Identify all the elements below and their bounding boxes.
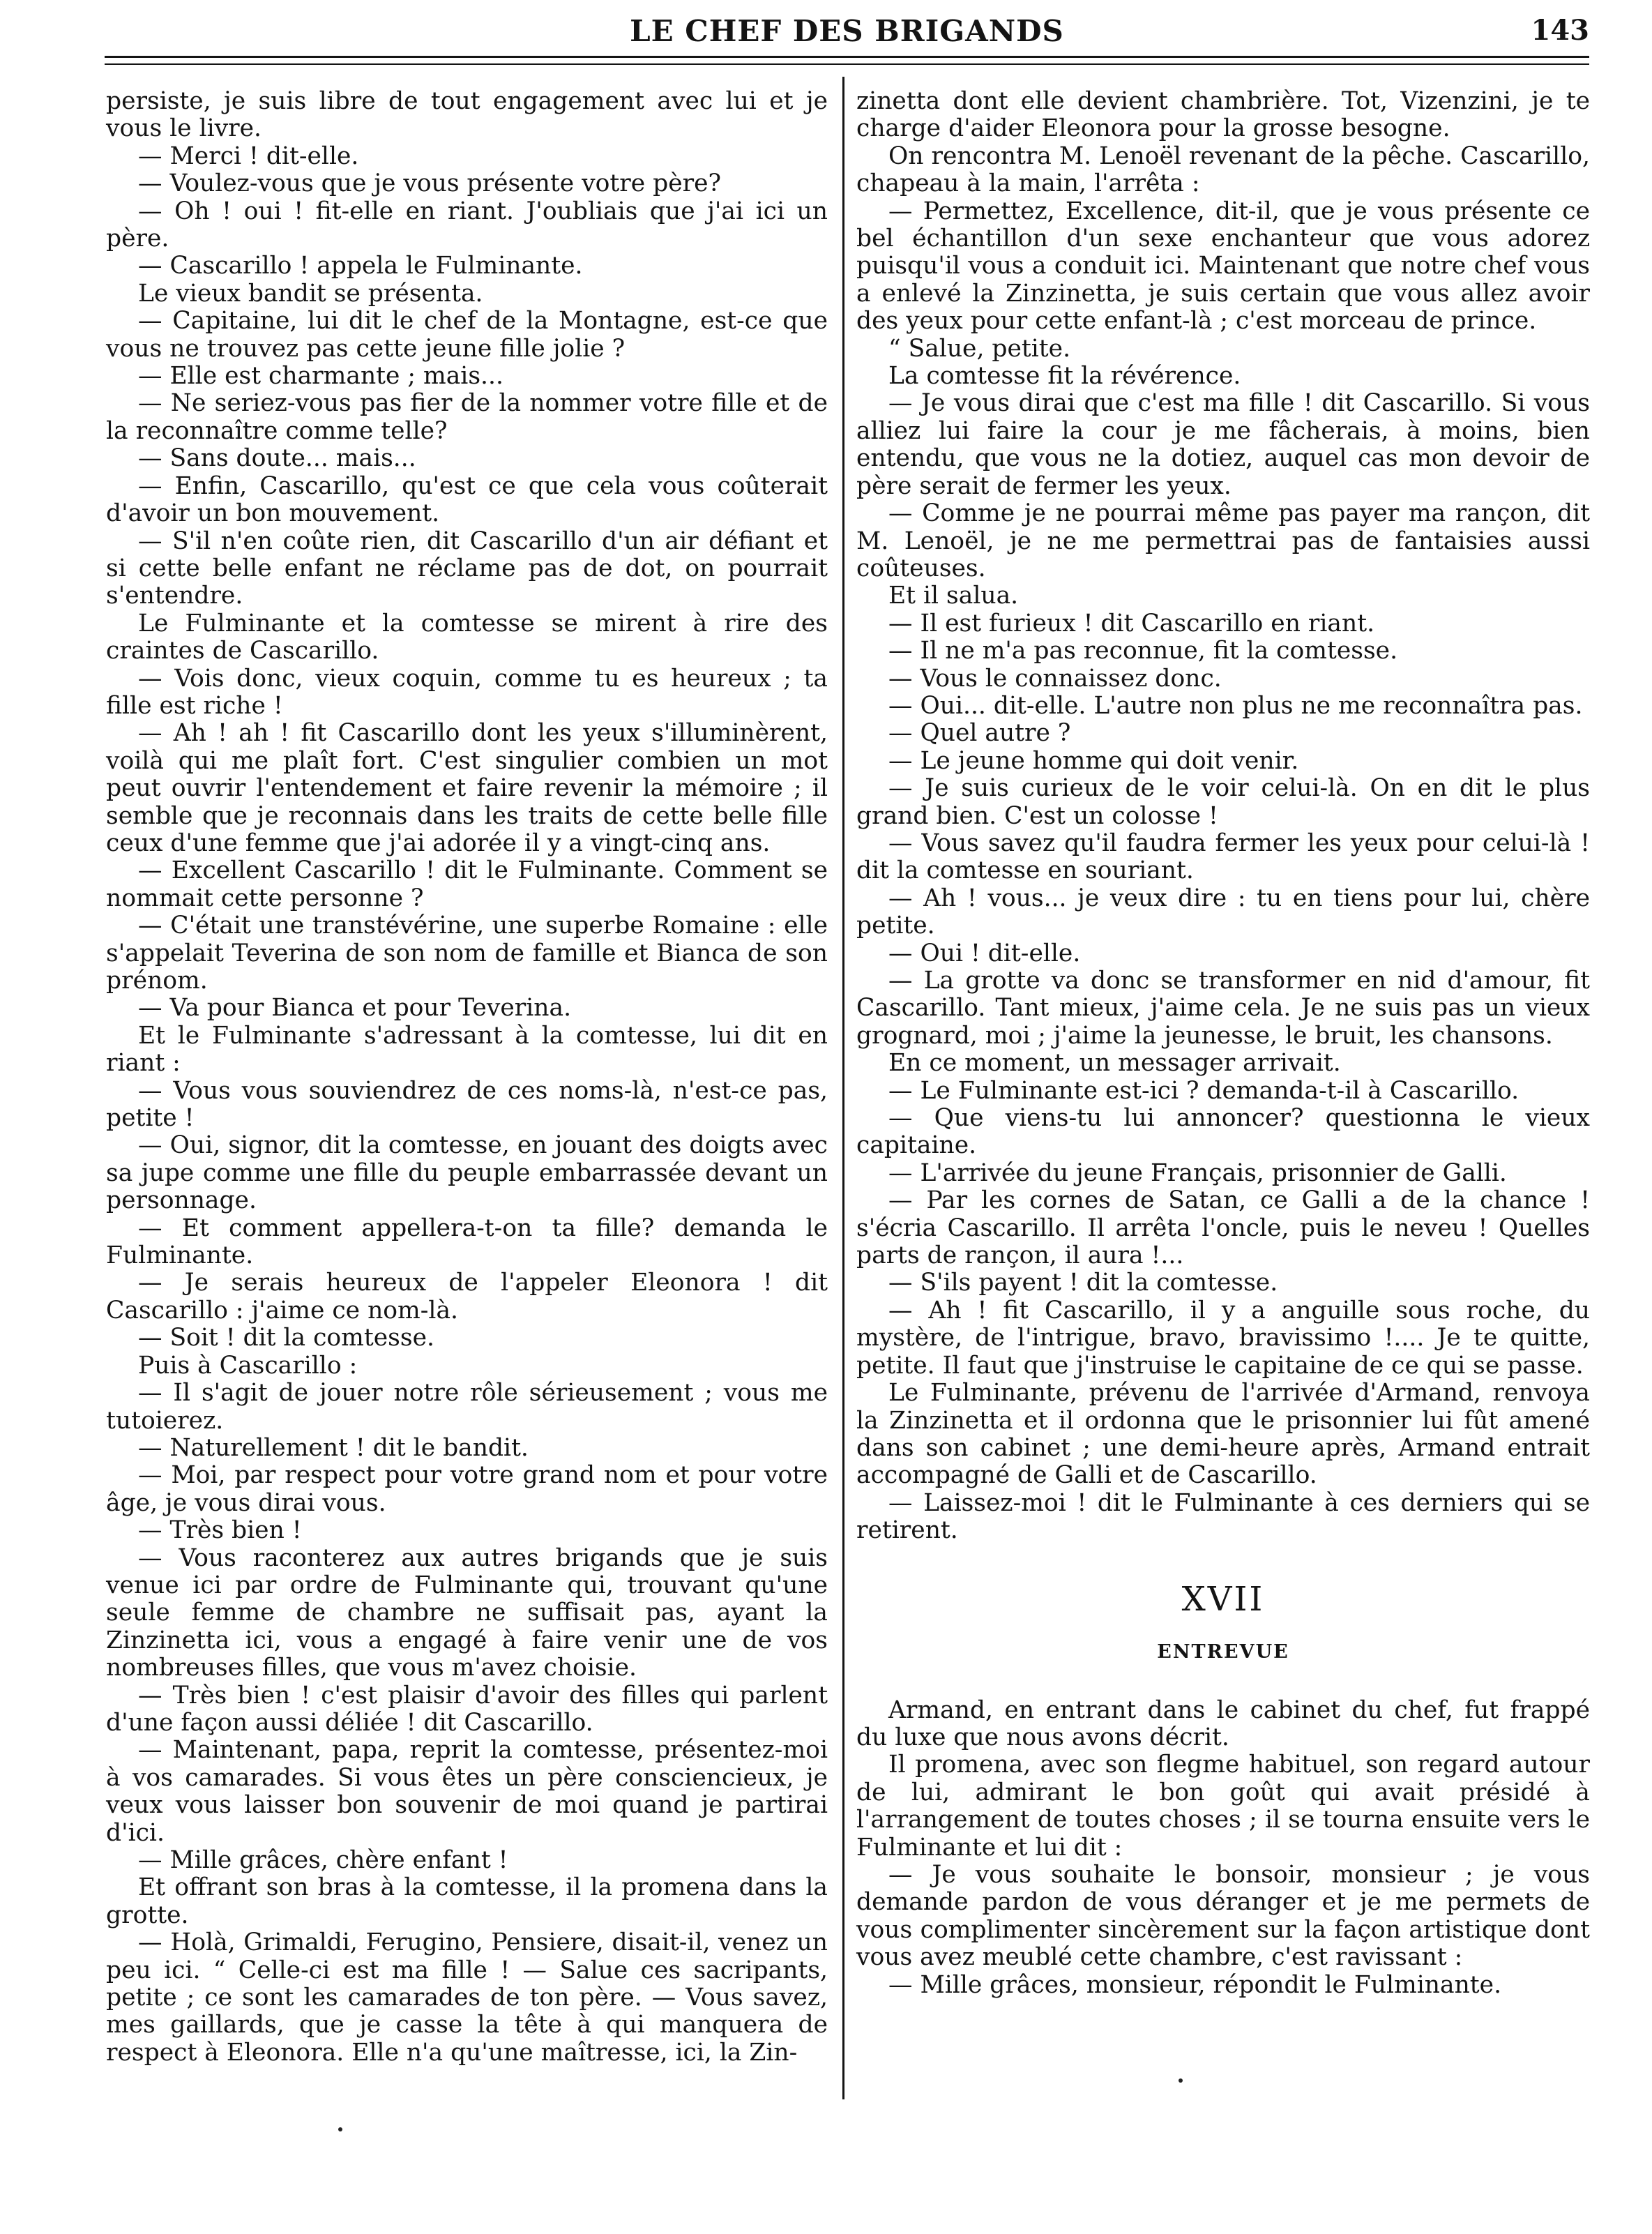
header-rule	[105, 56, 1589, 58]
paragraph: — Que viens-tu lui annoncer? questionna le vieux capitaine.	[856, 1104, 1590, 1160]
paragraph: “ Salue, petite.	[888, 334, 1071, 363]
paragraph: — Je serais heureux de l'appeler Eleonora ! dit Cascarillo : j'aime ce nom-là.	[106, 1269, 828, 1324]
paragraph: — Oui ! dit-elle.	[888, 939, 1081, 967]
paragraph: — Quel autre ?	[888, 719, 1071, 748]
page-number: 143	[1531, 14, 1589, 47]
paragraph: — Mille grâces, monsieur, répondit le Fulminante.	[888, 1970, 1502, 1999]
paragraph: — Merci ! dit-elle.	[138, 142, 359, 170]
paragraph: — L'arrivée du jeune Français, prisonnier de Galli.	[888, 1158, 1507, 1187]
paragraph: — Ne seriez-vous pas fier de la nommer votre fille et de la reconnaître comme telle?	[106, 389, 828, 445]
paragraph: — Oui, signor, dit la comtesse, en jouant des doigts avec sa jupe comme une fille du peuple embarrassée devant un personnage.	[106, 1131, 828, 1215]
running-title: LE CHEF DES BRIGANDS	[630, 14, 1064, 48]
paragraph: — Soit ! dit la comtesse.	[138, 1324, 434, 1352]
paragraph: — Très bien ! c'est plaisir d'avoir des filles qui parlent d'une façon aussi déliée ! dit Cascarillo.	[106, 1681, 828, 1737]
paragraph: La comtesse fit la révérence.	[888, 362, 1241, 391]
page-header	[105, 10, 1589, 52]
paragraph: — C'était une transtévérine, une superbe Romaine : elle s'appelait Teverina de son nom de famille et Bianca de son prénom.	[106, 912, 828, 995]
paragraph: — Très bien !	[138, 1516, 302, 1545]
paragraph: — Oui... dit-elle. L'autre non plus ne me reconnaîtra pas.	[888, 691, 1583, 720]
paragraph: — Il s'agit de jouer notre rôle sérieusement ; vous me tutoierez.	[106, 1379, 828, 1435]
paragraph: Et le Fulminante s'adressant à la comtesse, lui dit en riant :	[106, 1021, 828, 1078]
paragraph: Puis à Cascarillo :	[138, 1351, 358, 1380]
paragraph: — Oh ! oui ! fit-elle en riant. J'oubliais que j'ai ici un père.	[106, 197, 828, 253]
paragraph: — Comme je ne pourrai même pas payer ma rançon, dit M. Lenoël, je ne me permettrai pas de fantaisies aussi coûteuses.	[856, 499, 1590, 582]
paragraph: — Par les cornes de Satan, ce Galli a de la chance ! s'écria Cascarillo. Il arrêta l'oncle, puis le neveu ! Quelles parts de rançon, il aura !...	[856, 1186, 1590, 1270]
paragraph: — Le jeune homme qui doit venir.	[888, 746, 1299, 775]
paragraph: — Vous le connaissez donc.	[888, 664, 1222, 693]
paragraph: On rencontra M. Lenoël revenant de la pêche. Cascarillo, chapeau à la main, l'arrêta :	[856, 142, 1590, 198]
paragraph: — Ah ! vous... je veux dire : tu en tiens pour lui, chère petite.	[856, 884, 1590, 940]
paragraph: — Laissez-moi ! dit le Fulminante à ces derniers qui se retirent.	[856, 1488, 1590, 1545]
right-column	[856, 88, 1590, 1999]
paragraph: En ce moment, un messager arrivait.	[888, 1049, 1341, 1078]
paragraph: — Je vous dirai que c'est ma fille ! dit Cascarillo. Si vous alliez lui faire la cour je me fâcherais, à moins, bien entendu, que vous ne la dotiez, auquel cas mon devoir de père serait de fermer les yeux.	[856, 389, 1590, 500]
print-speck	[1179, 2078, 1183, 2083]
paragraph: Et offrant son bras à la comtesse, il la promena dans la grotte.	[106, 1873, 828, 1929]
paragraph: — Il est furieux ! dit Cascarillo en riant.	[888, 609, 1375, 637]
paragraph: — Permettez, Excellence, dit-il, que je vous présente ce bel échantillon d'un sexe enchanteur que vous adorez puisqu'il vous a conduit ici. Maintenant que notre chef vous a enlevé la Zinzinetta, je suis certain que vous allez avoir des yeux pour cette enfant-là ; c'est morceau de prince.	[856, 197, 1590, 335]
paragraph: — Vous savez qu'il faudra fermer les yeux pour celui-là ! dit la comtesse en souriant.	[856, 829, 1590, 885]
paragraph: — Holà, Grimaldi, Ferugino, Pensiere, disait-il, venez un peu ici. “ Celle-ci est ma fille ! — Salue ces sacripants, petite ; ce sont les camarades de ton père. — Vous savez, mes gaillards, que je casse la tête à qui manquera de respect à Eleonora. Elle n'a qu'une maîtresse, ici, la Zin-	[106, 1929, 828, 2067]
paragraph: — Vous vous souviendrez de ces noms-là, n'est-ce pas, petite !	[106, 1076, 828, 1133]
chapter-title: ENTREVUE	[1157, 1640, 1289, 1663]
paragraph: — Ah ! fit Cascarillo, il y a anguille sous roche, du mystère, de l'intrigue, bravo, bravissimo !.... Je te quitte, petite. Il faut que j'instruise le capitaine de ce qui se passe.	[856, 1296, 1590, 1380]
paragraph: — La grotte va donc se transformer en nid d'amour, fit Cascarillo. Tant mieux, j'aime cela. Je ne suis pas un vieux grognard, moi ; j'aime la jeunesse, le bruit, les chansons.	[856, 967, 1590, 1050]
paragraph: — Cascarillo ! appela le Fulminante.	[138, 252, 583, 280]
paragraph: — Enfin, Cascarillo, qu'est ce que cela vous coûterait d'avoir un bon mouvement.	[106, 471, 828, 528]
paragraph: — Excellent Cascarillo ! dit le Fulminante. Comment se nommait cette personne ?	[106, 856, 828, 912]
paragraph: — Capitaine, lui dit le chef de la Montagne, est-ce que vous ne trouvez pas cette jeune fille jolie ?	[106, 307, 828, 363]
paragraph: — S'il n'en coûte rien, dit Cascarillo d'un air défiant et si cette belle enfant ne réclame pas de dot, on pourrait s'entendre.	[106, 527, 828, 610]
paragraph: — Je vous souhaite le bonsoir, monsieur ; je vous demande pardon de vous déranger et je me permets de vous complimenter sincèrement sur la façon artistique dont vous avez meublé cette chambre, c'est ravissant :	[856, 1860, 1590, 1972]
header-rule-thin	[105, 63, 1589, 65]
column-divider	[842, 77, 844, 2099]
paragraph: — Moi, par respect pour votre grand nom et pour votre âge, je vous dirai vous.	[106, 1461, 828, 1517]
paragraph: Le Fulminante et la comtesse se mirent à rire des craintes de Cascarillo.	[106, 609, 828, 665]
paragraph: — Ah ! ah ! fit Cascarillo dont les yeux s'illuminèrent, voilà qui me plaît fort. C'est singulier combien un mot peut ouvrir l'entendement et faire revenir la mémoire ; il semble que je reconnais dans les traits de cette belle fille ceux d'une femme que j'ai adorée il y a vingt-cinq ans.	[106, 719, 828, 857]
paragraph: — Mille grâces, chère enfant !	[138, 1846, 508, 1874]
paragraph: — Voulez-vous que je vous présente votre père?	[138, 169, 722, 198]
paragraph: — Va pour Bianca et pour Teverina.	[138, 994, 572, 1022]
paragraph: — Elle est charmante ; mais...	[138, 362, 503, 391]
paragraph: zinetta dont elle devient chambrière. Tot, Vizenzini, je te charge d'aider Eleonora pour la grosse besogne.	[856, 87, 1590, 143]
chapter-number: XVII	[1181, 1579, 1265, 1619]
paragraph: Le Fulminante, prévenu de l'arrivée d'Armand, renvoya la Zinzinetta et il ordonna que le prisonnier lui fût amené dans son cabinet ; une demi-heure après, Armand entrait accompagné de Galli et de Cascarillo.	[856, 1379, 1590, 1490]
print-speck	[338, 2127, 342, 2131]
paragraph: — Et comment appellera-t-on ta fille? demanda le Fulminante.	[106, 1214, 828, 1270]
paragraph: — Le Fulminante est-ici ? demanda-t-il à Cascarillo.	[888, 1076, 1520, 1105]
paragraph: — S'ils payent ! dit la comtesse.	[888, 1269, 1278, 1297]
paragraph: Armand, en entrant dans le cabinet du chef, fut frappé du luxe que nous avons décrit.	[856, 1696, 1590, 1751]
paragraph: — Naturellement ! dit le bandit.	[138, 1433, 529, 1462]
paragraph: — Vois donc, vieux coquin, comme tu es heureux ; ta fille est riche !	[106, 664, 828, 720]
paragraph: Et il salua.	[888, 582, 1019, 610]
paragraph: Il promena, avec son flegme habituel, son regard autour de lui, admirant le bon goût qui avait présidé à l'arrangement de toutes choses ; il se tourna ensuite vers le Fulminante et lui dit :	[856, 1751, 1590, 1862]
paragraph: — Vous raconterez aux autres brigands que je suis venue ici par ordre de Fulminante qui, trouvant qu'une seule femme de chambre ne suffisait pas, ayant la Zinzinetta ici, vous a engagé à faire venir une de vos nombreuses filles, que vous m'avez choisie.	[106, 1544, 828, 1682]
paragraph: Le vieux bandit se présenta.	[138, 279, 483, 308]
paragraph: persiste, je suis libre de tout engagement avec lui et je vous le livre.	[106, 87, 828, 143]
left-column	[106, 88, 828, 2067]
paragraph: — Je suis curieux de le voir celui-là. On en dit le plus grand bien. C'est un colosse !	[856, 774, 1590, 830]
right-column-text	[856, 88, 1590, 1545]
chapter-text	[856, 1697, 1590, 1999]
paragraph: — Il ne m'a pas reconnue, fit la comtesse.	[888, 637, 1398, 665]
paragraph: — Maintenant, papa, reprit la comtesse, présentez-moi à vos camarades. Si vous êtes un père consciencieux, je veux vous laisser bon souvenir de moi quand je partirai d'ici.	[106, 1736, 828, 1847]
paragraph: — Sans doute... mais...	[138, 444, 416, 473]
